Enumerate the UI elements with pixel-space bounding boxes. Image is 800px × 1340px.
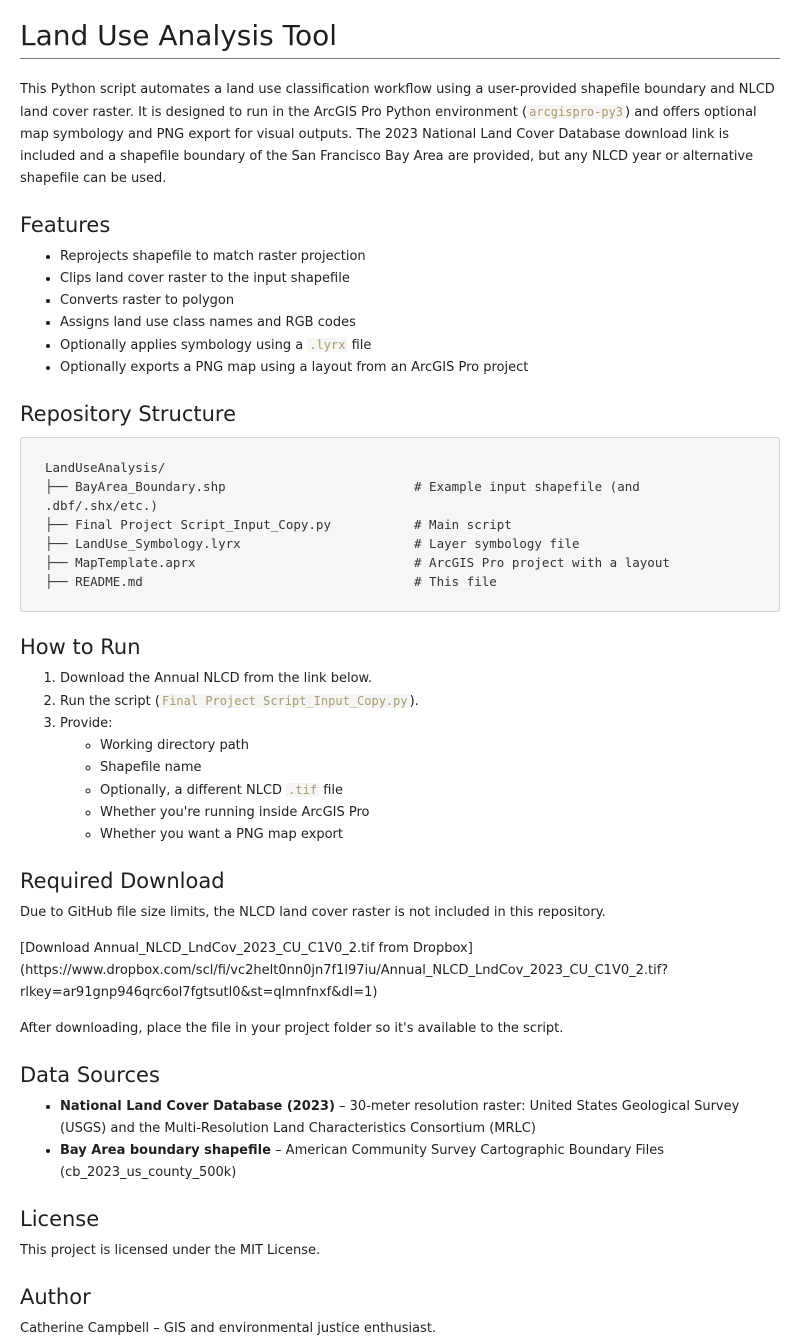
license-text: This project is licensed under the MIT License. — [20, 1243, 321, 1258]
how-to-run-heading: How to Run — [20, 635, 141, 659]
list-item: • Converts raster to polygon — [60, 290, 780, 312]
repository-tree-code-block — [20, 437, 780, 612]
repository-heading: Repository Structure — [20, 402, 237, 426]
list-item: ◦ Working directory path — [100, 735, 780, 757]
license-heading: License — [20, 1207, 100, 1231]
dropbox-link-text: [Download Annual_NLCD_LndCov_2023_CU_C1V0_2.tif from Dropbox] (https://www.dropbox.com/scl/fi/vc2helt0nn0jn7f1l97iu/Annual_NLCD_LndCov_2023_CU_C1V0_2.tif? rlkey=ar91gnp946qrc6ol7fgtsutl0&st=qlmnfnxf&dl=1) — [20, 941, 669, 1000]
list-item: • Bay Area boundary shapefile – American Community Survey Cartographic Boundary Files (cb_2023_us_county_500k) — [60, 1140, 780, 1184]
list-item: • Assigns land use class names and RGB codes — [60, 312, 780, 334]
provide-sublist — [60, 735, 780, 846]
list-item: 3. Provide: ◦ Working directory path ◦ Shapefile name ◦ Optionally, a different NLCD .tif file ◦ Whether you're running inside ArcGIS Pro ◦ Whether you want a PNG map export — [60, 713, 780, 846]
list-item: • Optionally applies symbology using a .lyrx file — [60, 334, 780, 357]
inline-code-script: Final Project Script_Input_Copy.py — [161, 694, 408, 708]
list-item: 2. Run the script ( Final Project Script_Input_Copy.py ). — [60, 690, 780, 713]
list-item: 1. Download the Annual NLCD from the link below. — [60, 668, 780, 690]
features-list — [20, 246, 780, 379]
after-download-paragraph: After downloading, place the file in your project folder so it's available to the script. — [20, 1021, 564, 1036]
inline-code-env: arcgispro-py3 — [529, 105, 624, 119]
tree-row: ├── LandUse_Symbology.lyrx # Layer symbology file — [45, 536, 580, 551]
run-steps-list — [20, 668, 780, 846]
list-item: ◦ Whether you want a PNG map export — [100, 824, 780, 846]
tree-row: ├── Final Project Script_Input_Copy.py # Main script — [45, 517, 512, 532]
list-item: • Reprojects shapefile to match raster projection — [60, 246, 780, 268]
list-item: ◦ Optionally, a different NLCD .tif file — [100, 779, 780, 802]
features-heading: Features — [20, 213, 111, 237]
tree-root: LandUseAnalysis/ — [45, 460, 166, 475]
tree-row: ├── BayArea_Boundary.shp # Example input shapefile (and — [45, 479, 640, 494]
tree-row: ├── MapTemplate.aprx # ArcGIS Pro project with a layout — [45, 555, 670, 570]
author-heading: Author — [20, 1285, 91, 1309]
data-sources-heading: Data Sources — [20, 1063, 160, 1087]
tree-row: ├── README.md # This file — [45, 574, 497, 589]
list-item: ◦ Shapefile name — [100, 757, 780, 779]
inline-code-lyrx: .lyrx — [309, 338, 346, 352]
data-sources-list — [20, 1096, 780, 1184]
inline-code-tif: .tif — [288, 783, 318, 797]
list-item: • Clips land cover raster to the input shapefile — [60, 268, 780, 290]
tree-row-continuation: .dbf/.shx/etc.) — [45, 498, 158, 513]
required-download-heading: Required Download — [20, 869, 225, 893]
list-item: ◦ Whether you're running inside ArcGIS Pro — [100, 802, 780, 824]
list-item: • National Land Cover Database (2023) – 30-meter resolution raster: United States Geological Survey (USGS) and the Multi-Resolution Land Characteristics Consortium (MRLC) — [60, 1096, 780, 1140]
list-item: • Optionally exports a PNG map using a layout from an ArcGIS Pro project — [60, 357, 780, 379]
page-title: Land Use Analysis Tool — [20, 16, 780, 59]
author-text: Catherine Campbell – GIS and environmental justice enthusiast. — [20, 1321, 437, 1336]
download-paragraph: Due to GitHub file size limits, the NLCD land cover raster is not included in this repository. — [20, 905, 606, 920]
intro-paragraph: This Python script automates a land use classification workflow using a user-provided shapefile boundary and NLCD land cover raster. It is designed to run in the ArcGIS Pro Python environment ( arcgispro-py3 ) and offers optional map symbology and PNG export for visual outputs. The 2023 National Land Cover Database download link is included and a shapefile boundary of the San Francisco Bay Area are provided, but any NLCD year or alternative shapefile can be used. — [20, 82, 775, 186]
